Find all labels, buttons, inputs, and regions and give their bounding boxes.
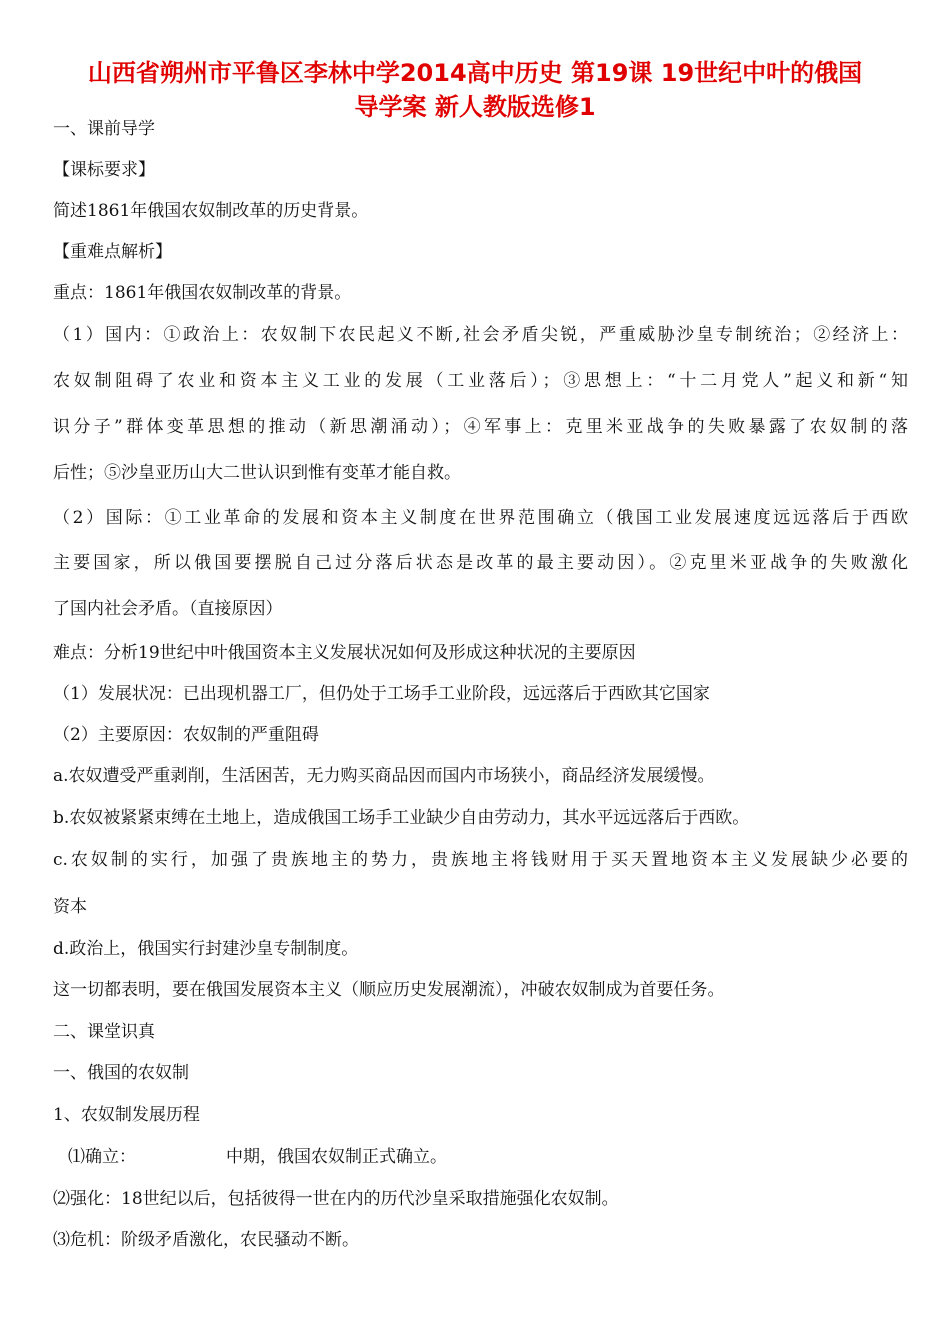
development-status-text: （1）发展状况：已出现机器工厂，但仍处于工场手工业阶段，远远落后于西欧其它国家 bbox=[53, 684, 710, 704]
list-item-heading: 1、农奴制发展历程 bbox=[53, 1105, 200, 1125]
document-title-line-1: 山西省朔州市平鲁区李林中学2014高中历史 第19课 19世纪中叶的俄国 bbox=[87, 59, 863, 87]
domestic-paragraph-line: 后性；⑤沙皇亚历山大二世认识到惟有变革才能自救。 bbox=[53, 463, 461, 483]
strengthening-text: ⑵强化：18世纪以后，包括彼得一世在内的历代沙皇采取措施强化农奴制。 bbox=[53, 1189, 619, 1209]
section-heading-preclass: 一、课前导学 bbox=[53, 119, 155, 139]
establishment-label: ⑴确立： bbox=[68, 1147, 136, 1167]
domestic-paragraph-line: 识分子”群体变革思想的推动（新思潮涌动）；④军事上：克里米亚战争的失败暴露了农奴制的落 bbox=[53, 417, 908, 437]
key-points-heading: 【重难点解析】 bbox=[53, 242, 172, 262]
establishment-text: 中期，俄国农奴制正式确立。 bbox=[226, 1147, 447, 1167]
reason-item-d: d.政治上，俄国实行封建沙皇专制制度。 bbox=[53, 939, 359, 959]
conclusion-text: 这一切都表明，要在俄国发展资本主义（顺应历史发展潮流），冲破农奴制成为首要任务。 bbox=[53, 980, 725, 1000]
section-heading-classroom: 二、课堂识真 bbox=[53, 1022, 155, 1042]
reason-item-c-continued: 资本 bbox=[53, 897, 87, 917]
international-paragraph-line: 主要国家，所以俄国要摆脱自己过分落后状态是改革的最主要动因）。②克里米亚战争的失败激化 bbox=[53, 553, 908, 573]
curriculum-heading: 【课标要求】 bbox=[53, 160, 155, 180]
key-point-text: 重点：1861年俄国农奴制改革的背景。 bbox=[53, 283, 352, 303]
reason-item-b: b.农奴被紧紧束缚在土地上，造成俄国工场手工业缺少自由劳动力，其水平远远落后于西欧。 bbox=[53, 808, 750, 828]
curriculum-text: 简述1861年俄国农奴制改革的历史背景。 bbox=[53, 201, 369, 221]
domestic-paragraph-line: 农奴制阻碍了农业和资本主义工业的发展（工业落后）；③思想上：“十二月党人”起义和新“知 bbox=[53, 371, 908, 391]
international-paragraph-line: （2）国际：①工业革命的发展和资本主义制度在世界范围确立（俄国工业发展速度远远落后于西欧 bbox=[53, 508, 908, 528]
main-reason-text: （2）主要原因：农奴制的严重阻碍 bbox=[53, 725, 319, 745]
international-paragraph-line: 了国内社会矛盾。（直接原因） bbox=[53, 599, 283, 619]
document-title-line-2: 导学案 新人教版选修1 bbox=[354, 93, 596, 121]
subsection-heading-serfdom: 一、俄国的农奴制 bbox=[53, 1063, 189, 1083]
reason-item-a: a.农奴遭受严重剥削，生活困苦，无力购买商品因而国内市场狭小，商品经济发展缓慢。 bbox=[53, 766, 715, 786]
establishment-line bbox=[68, 1145, 447, 1169]
domestic-paragraph-line: （1）国内：①政治上：农奴制下农民起义不断,社会矛盾尖锐，严重威胁沙皇专制统治；②经济上： bbox=[53, 325, 908, 345]
reason-item-c: c.农奴制的实行，加强了贵族地主的势力，贵族地主将钱财用于买天置地资本主义发展缺少必要的 bbox=[53, 850, 908, 870]
difficulty-text: 难点：分析19世纪中叶俄国资本主义发展状况如何及形成这种状况的主要原因 bbox=[53, 643, 636, 663]
crisis-text: ⑶危机：阶级矛盾激化，农民骚动不断。 bbox=[53, 1230, 359, 1250]
